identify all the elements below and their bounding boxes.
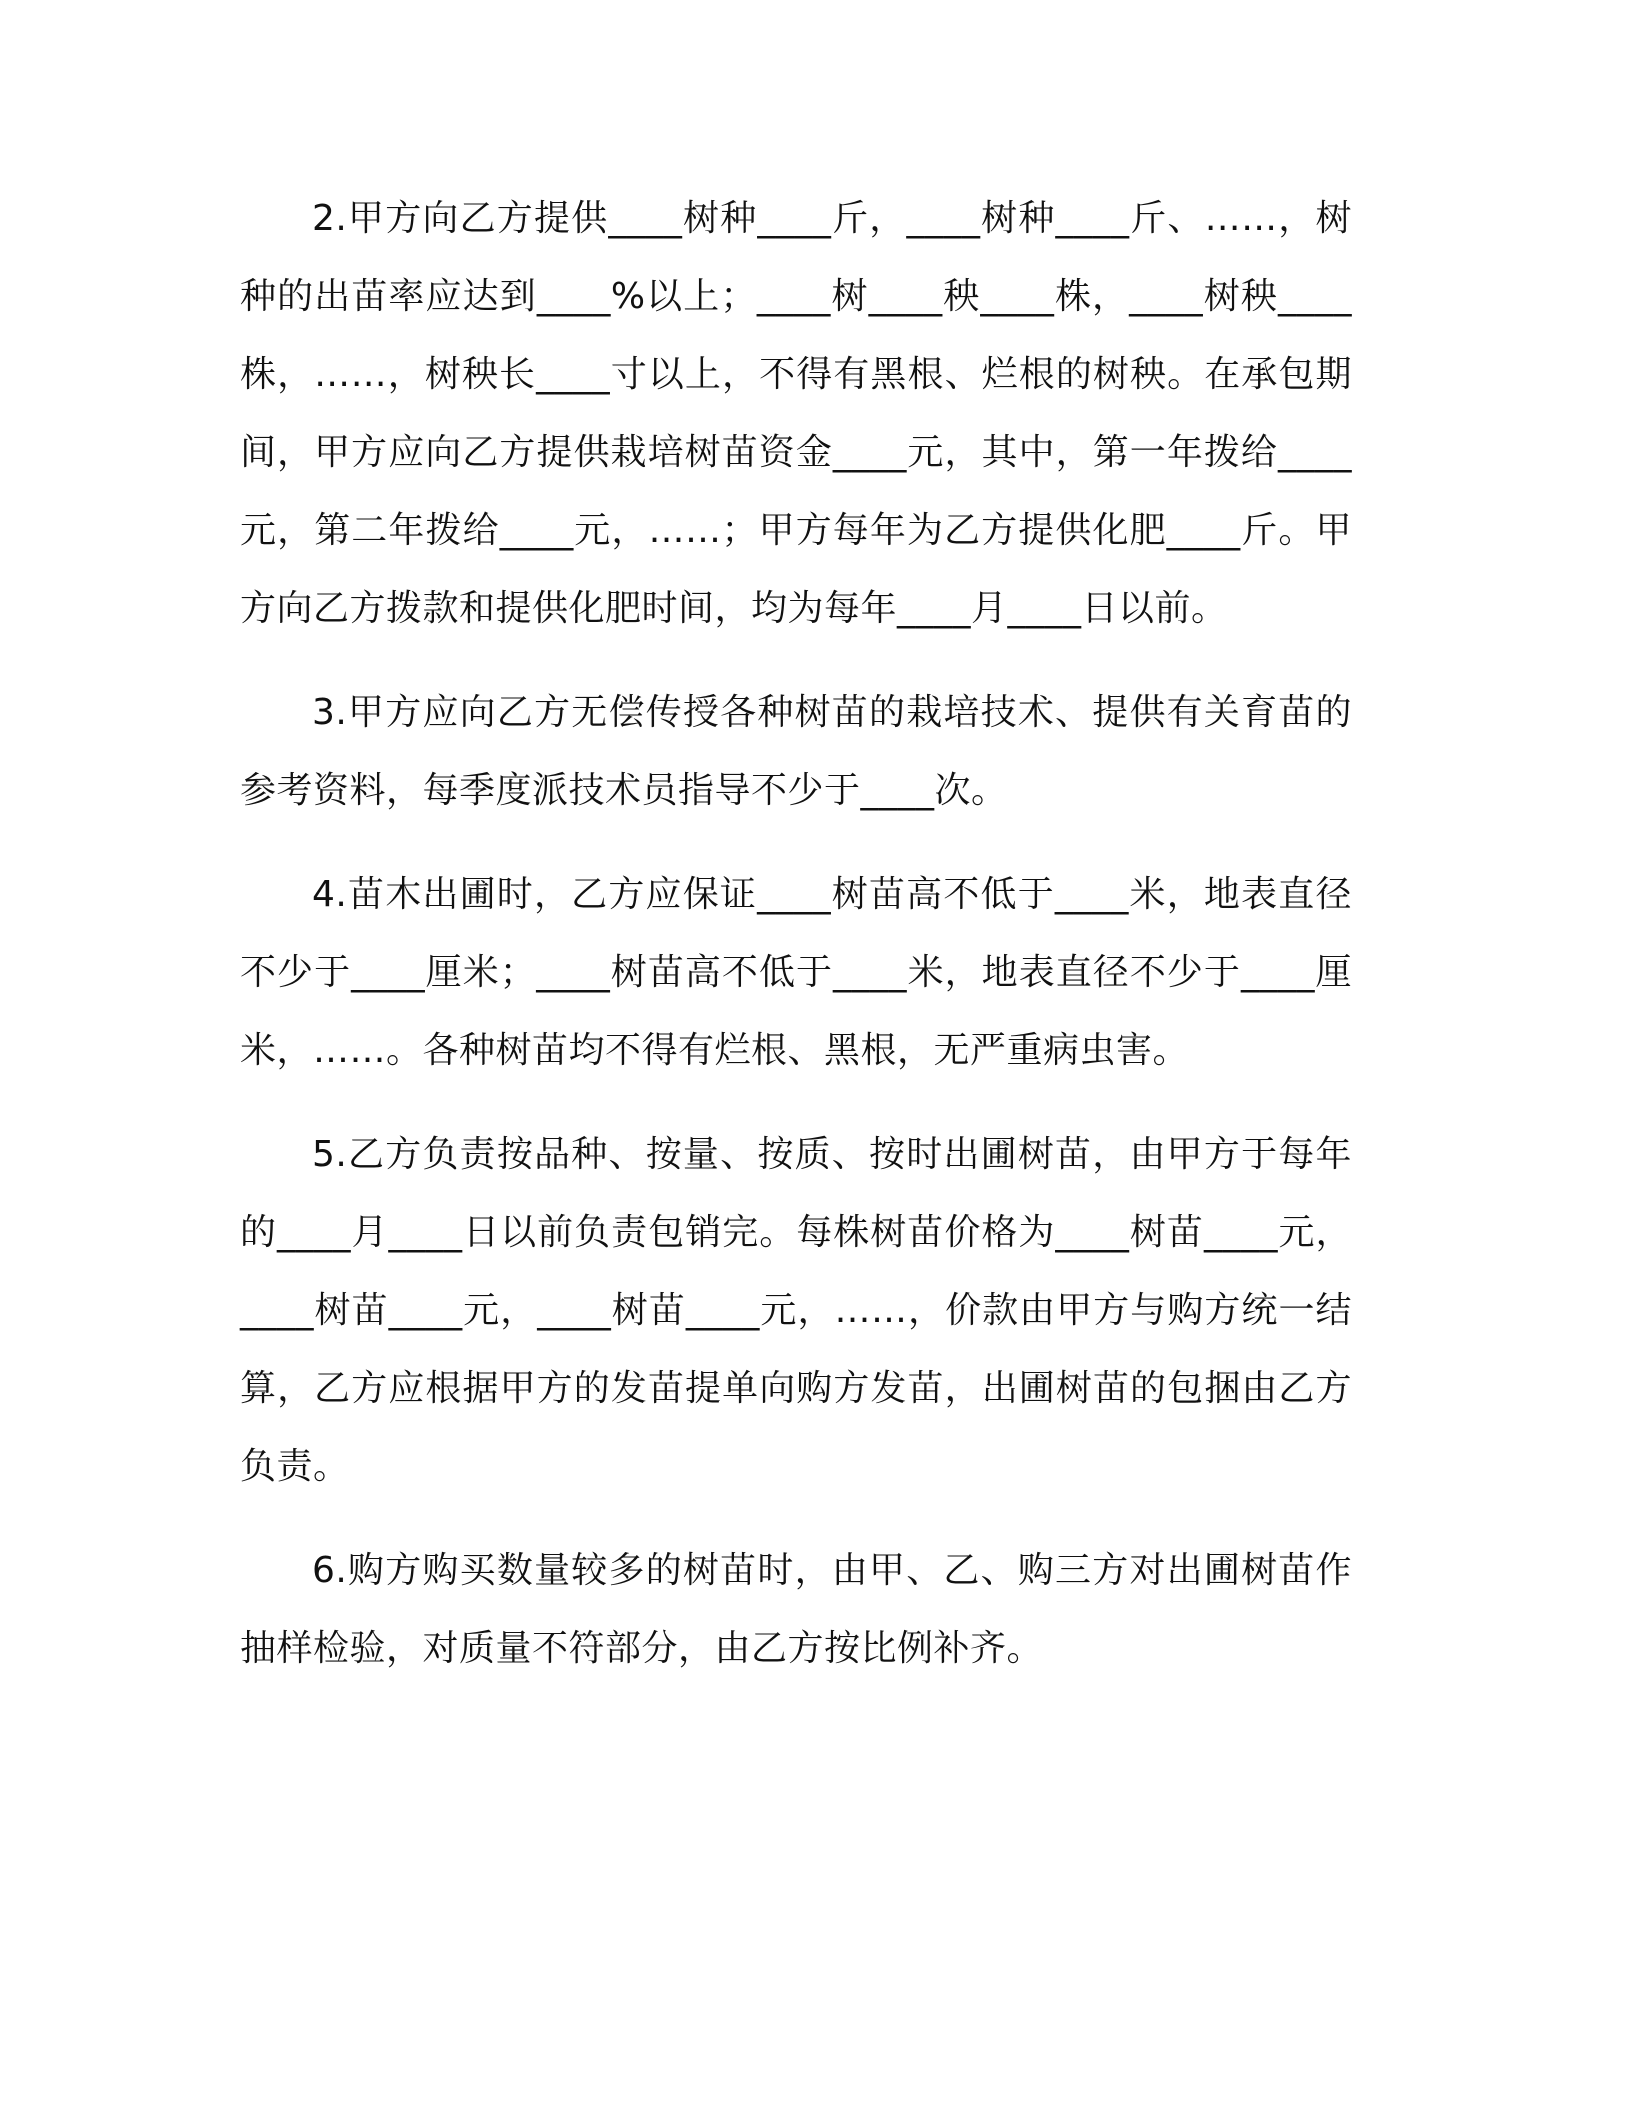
document-body [240,180,1352,1714]
clause-5: 5.乙方负责按品种、按量、按质、按时出圃树苗，由甲方于每年的____月____日以前负责包销完。每株树苗价格为____树苗____元，____树苗____元，____树苗____元，……，价款由甲方与购方统一结算，乙方应根据甲方的发苗提单向购方发苗，出圃树苗的包捆由乙方负责。 [240,1134,1352,1487]
clause-6: 6.购方购买数量较多的树苗时，由甲、乙、购三方对出圃树苗作抽样检验，对质量不符部分，由乙方按比例补齐。 [240,1550,1352,1669]
clause-3: 3.甲方应向乙方无偿传授各种树苗的栽培技术、提供有关育苗的参考资料，每季度派技术员指导不少于____次。 [240,692,1352,811]
clause-2: 2.甲方向乙方提供____树种____斤，____树种____斤、……，树种的出苗率应达到____%以上；____树____秧____株，____树秧____株，……，树秧长____寸以上，不得有黑根、烂根的树秧。在承包期间，甲方应向乙方提供栽培树苗资金____元，其中，第一年拨给____元，第二年拨给____元，……；甲方每年为乙方提供化肥____斤。甲方向乙方拨款和提供化肥时间，均为每年____月____日以前。 [240,198,1352,629]
clause-4: 4.苗木出圃时，乙方应保证____树苗高不低于____米，地表直径不少于____厘米；____树苗高不低于____米，地表直径不少于____厘米，……。各种树苗均不得有烂根、黑根，无严重病虫害。 [240,874,1352,1071]
